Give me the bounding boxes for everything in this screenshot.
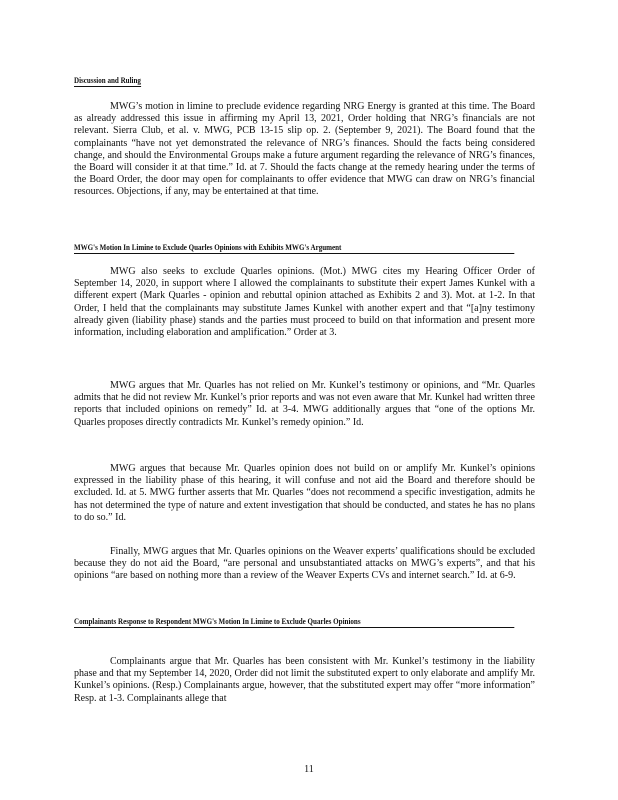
heading-discussion-and-ruling: Discussion and Ruling	[74, 76, 141, 85]
paragraph-nrg-ruling: MWG’s motion in limine to preclude evidence regarding NRG Energy is granted at this time. The Board as already addressed this issue in affirming my April 13, 2021, Order holding that NRG’s financials are not relevant. Sierra Club, et al. v. MWG, PCB 13-15 slip op. 2. (September 9, 2021). The Board found that the complainants “have not yet demonstrated the relevance of NRG’s finances. Should the facts being considered change, and should the Environmental Groups make a future argument regarding the relevance of NRG’s finances, the Board will consider it at that time.” Id. at 7. Should the facts change at the remedy hearing under the terms of the Board Order, the door may open for complainants to offer evidence that MWG can draw on NRG’s financial resources. Objections, if any, may be entertained at that time.	[74, 101, 535, 198]
heading-complainants-response: Complainants Response to Respondent MWG's Motion In Limine to Exclude Quarles Opinions	[74, 617, 514, 628]
paragraph-complainants-argue: Complainants argue that Mr. Quarles has been consistent with Mr. Kunkel’s testimony in the liability phase and that my September 14, 2020, Order did not limit the substituted expert to only elaborate and amplify Mr. Kunkel’s opinions. (Resp.) Complainants argue, however, that the substituted expert may offer “more information” Resp. at 1-3. Complainants allege that	[74, 656, 535, 704]
heading-quarles-motion: MWG's Motion In Limine to Exclude Quarles Opinions with Exhibits MWG's Argument	[74, 243, 514, 254]
paragraph-mwg-exclude-quarles: MWG also seeks to exclude Quarles opinions. (Mot.) MWG cites my Hearing Officer Order of September 14, 2020, in support where I allowed the complainants to substitute their expert James Kunkel with a different expert (Mark Quarles - opinion and rebuttal opinion attached as Exhibits 2 and 3). Mot. at 1-2. In that Order, I held that the complainants may substitute James Kunkel with another expert and that “[a]ny testimony already given (liability phase) stands and the parties must proceed to build on that information and present more information, including elaboration and amplification.” Order at 3.	[74, 266, 535, 339]
paragraph-quarles-not-relied: MWG argues that Mr. Quarles has not relied on Mr. Kunkel’s testimony or opinions, and “Mr. Quarles admits that he did not review Mr. Kunkel’s prior reports and was not even aware that Mr. Kunkel had written three reports that included opinions on remedy” Id. at 3-4. MWG additionally argues that “one of the options Mr. Quarles proposes directly contradicts Mr. Kunkel’s remedy opinion.” Id.	[74, 380, 535, 428]
paragraph-weaver-experts: Finally, MWG argues that Mr. Quarles opinions on the Weaver experts’ qualifications should be excluded because they do not aid the Board, “are personal and unsubstantiated attacks on MWG’s experts”, and that his opinions “are based on nothing more than a review of the Weaver Experts CVs and internet search.” Id. at 6-9.	[74, 546, 535, 582]
paragraph-confuse-board: MWG argues that because Mr. Quarles opinion does not build on or amplify Mr. Kunkel’s opinions expressed in the liability phase of this hearing, it will confuse and not aid the Board and therefore should be excluded. Id. at 5. MWG further asserts that Mr. Quarles “does not recommend a specific investigation, admits he has not determined the type of nature and extent investigation that should be conducted, and states he has no plans to do so.” Id.	[74, 463, 535, 523]
page-number: 11	[304, 764, 314, 775]
